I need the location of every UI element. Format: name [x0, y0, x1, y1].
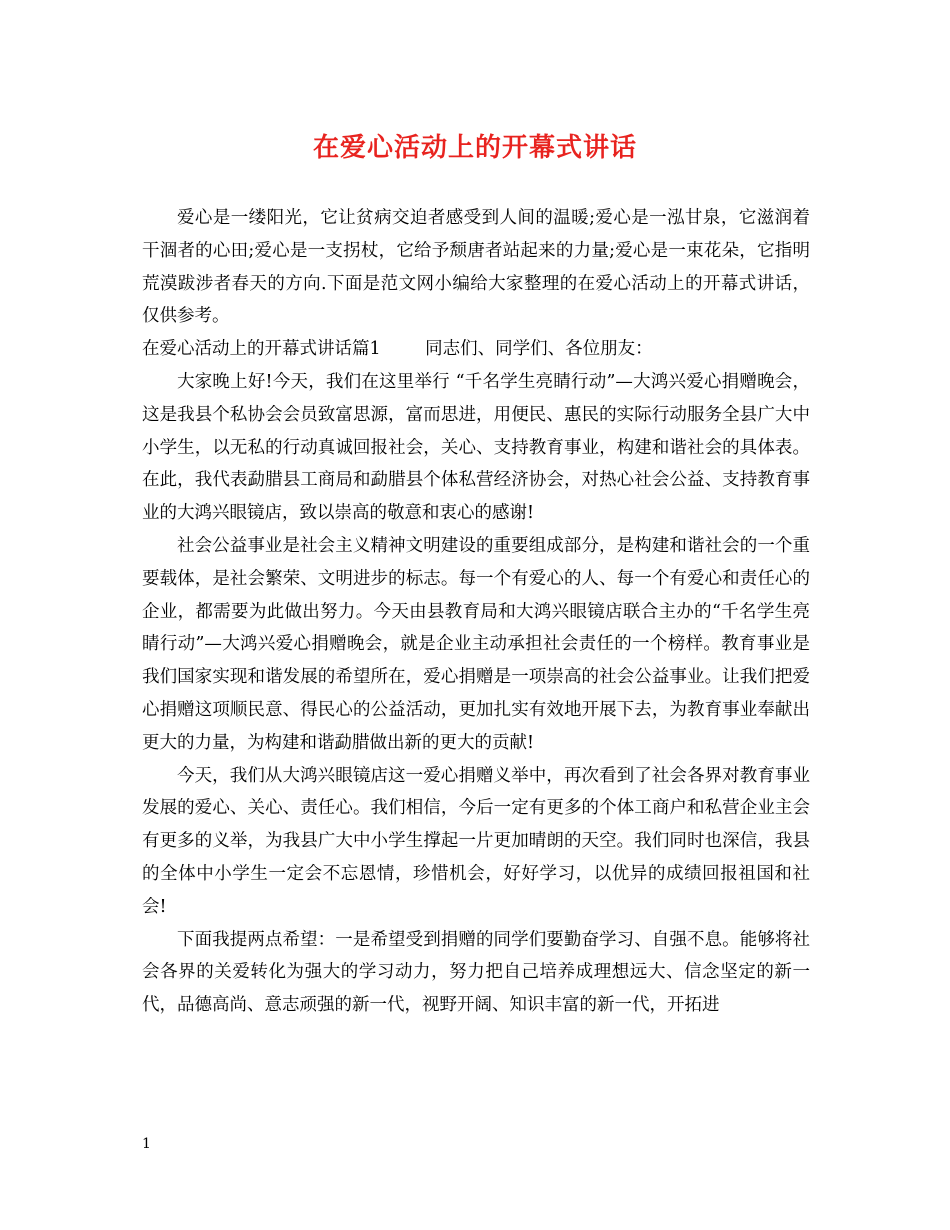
body-paragraph-1: 大家晚上好!今天，我们在这里举行 “千名学生亮睛行动”—大鸿兴爱心捐赠晚会，这是我县个私协会会员致富思源，富而思进，用便民、惠民的实际行动服务全县广大中小学生，以无私的行动真诚回报社会，关心、支持教育事业，构建和谐社会的具体表。在此，我代表勐腊县工商局和勐腊县个体私营经济协会，对热心社会公益、支持教育事业的大鸿兴眼镜店，致以崇高的敬意和衷心的感谢!	[142, 371, 810, 524]
body-paragraph-3: 今天，我们从大鸿兴眼镜店这一爱心捐赠义举中，再次看到了社会各界对教育事业发展的爱心、关心、责任心。我们相信，今后一定有更多的个体工商户和私营企业主会有更多的义举，为我县广大中小学生撑起一片更加晴朗的天空。我们同时也深信，我县的全体中小学生一定会不忘恩情，珍惜机会，好好学习，以优异的成绩回报祖国和社会!	[142, 765, 810, 917]
body-paragraph-4: 下面我提两点希望：一是希望受到捐赠的同学们要勤奋学习、自强不息。能够将社会各界的关爱转化为强大的学习动力，努力把自己培养成理想远大、信念坚定的新一代，品德高尚、意志顽强的新一代，视野开阔、知识丰富的新一代，开拓进	[142, 929, 810, 1016]
intro-paragraph: 爱心是一缕阳光，它让贫病交迫者感受到人间的温暖;爱心是一泓甘泉，它滋润着干涸者的心田;爱心是一支拐杖，它给予颓唐者站起来的力量;爱心是一束花朵，它指明荒漠跋涉者春天的方向.下面是范文网小编给大家整理的在爱心活动上的开幕式讲话，仅供参考。	[142, 208, 810, 327]
salutation: 同志们、同学们、各位朋友：	[425, 339, 653, 360]
section-heading-line	[142, 333, 810, 366]
body-paragraph-2: 社会公益事业是社会主义精神文明建设的重要组成部分，是构建和谐社会的一个重要载体，是社会繁荣、文明进步的标志。每一个有爱心的人、每一个有爱心和责任心的企业，都需要为此做出努力。今天由县教育局和大鸿兴眼镜店联合主办的“千名学生亮睛行动”—大鸿兴爱心捐赠晚会，就是企业主动承担社会责任的一个榜样。教育事业是我们国家实现和谐发展的希望所在，爱心捐赠是一项崇高的社会公益事业。让我们把爱心捐赠这项顺民意、得民心的公益活动，更加扎实有效地开展下去，为教育事业奉献出更大的力量，为构建和谐勐腊做出新的更大的贡献!	[142, 535, 810, 753]
document-title: 在爱心活动上的开幕式讲话	[312, 133, 637, 163]
section-heading: 在爱心活动上的开幕式讲话篇1	[142, 339, 381, 360]
document-body	[142, 202, 810, 1022]
page-number: 1	[142, 1136, 151, 1152]
